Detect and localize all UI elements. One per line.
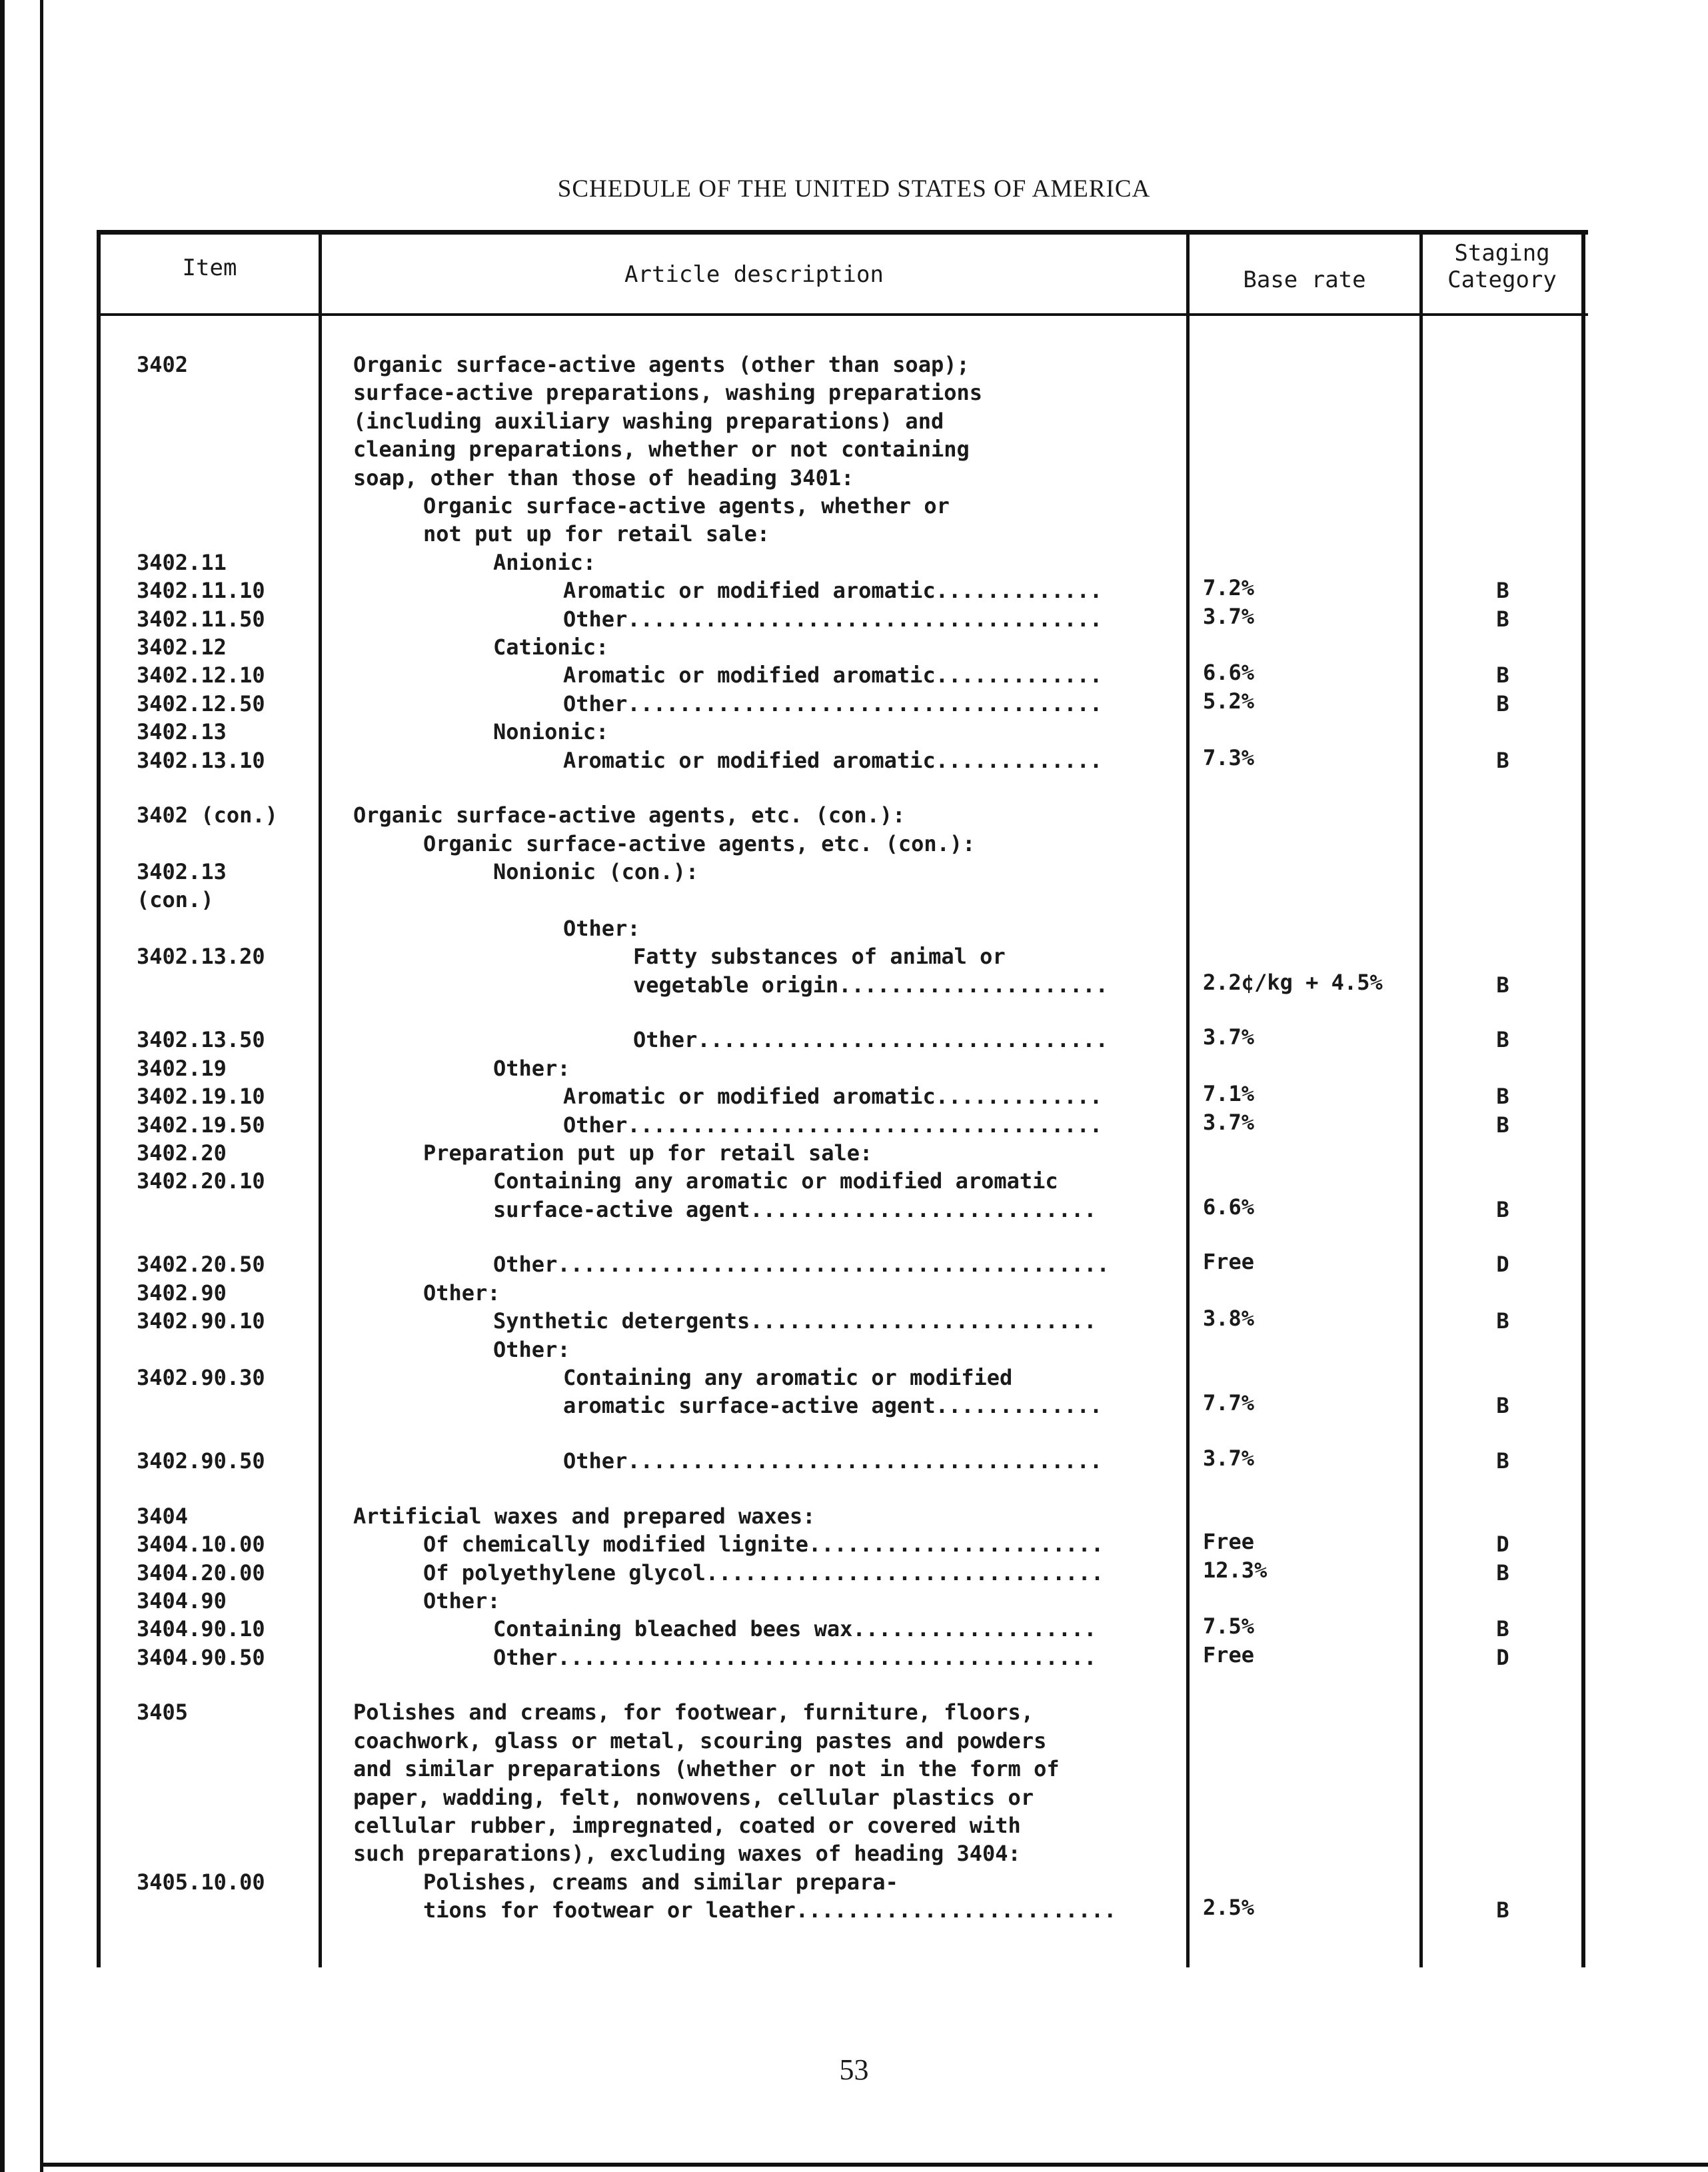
item-code: 3404.90.50 (137, 1644, 265, 1670)
article-description: Other..................................... (563, 1448, 1103, 1474)
item-code: 3404.90 (137, 1588, 227, 1614)
staging-category: B (1496, 972, 1509, 998)
article-description: (including auxiliary washing preparations) and (353, 408, 944, 434)
column-header-item: Item (182, 255, 237, 281)
article-description: Aromatic or modified aromatic............. (563, 1084, 1103, 1110)
article-description: Nonionic (con.): (493, 859, 699, 885)
staging-category: B (1496, 1308, 1509, 1334)
item-code: 3402.90 (137, 1280, 227, 1306)
binding-line-left (0, 0, 5, 2172)
base-rate: 3.7% (1203, 1446, 1255, 1472)
base-rate: 3.7% (1203, 1024, 1255, 1050)
article-description: cellular rubber, impregnated, coated or covered with (353, 1813, 1021, 1839)
item-code: 3402.11 (137, 549, 227, 575)
base-rate: 7.2% (1203, 575, 1255, 601)
article-description: Other: (423, 1280, 500, 1306)
column-divider-rate (1419, 235, 1423, 1967)
article-description: Other.......................................... (493, 1644, 1097, 1670)
article-description: Nonionic: (493, 719, 609, 745)
item-code: 3402.20.10 (137, 1168, 265, 1194)
column-header-description: Article description (624, 261, 884, 288)
article-description: Polishes, creams and similar prepara- (423, 1869, 898, 1895)
article-description: soap, other than those of heading 3401: (353, 465, 854, 491)
item-code: 3402.90.50 (137, 1448, 265, 1474)
staging-category: B (1496, 1027, 1509, 1053)
table-border-left (97, 235, 101, 1967)
article-description: coachwork, glass or metal, scouring pastes and powders (353, 1727, 1047, 1753)
item-code: 3402.20 (137, 1140, 227, 1166)
item-code: 3402.19.50 (137, 1112, 265, 1138)
item-code: 3404.20.00 (137, 1560, 265, 1586)
header-rule (97, 313, 1588, 316)
article-description: Organic surface-active agents, etc. (con.): (353, 802, 906, 828)
article-description: aromatic surface-active agent............. (563, 1393, 1103, 1419)
staging-category: B (1496, 606, 1509, 632)
item-code: 3404.10.00 (137, 1532, 265, 1558)
article-description: Other..................................... (563, 690, 1103, 716)
article-description: Aromatic or modified aromatic............. (563, 662, 1103, 688)
item-code: (con.) (137, 887, 214, 913)
staging-category: B (1496, 1616, 1509, 1642)
base-rate: 3.7% (1203, 603, 1255, 629)
staging-header-line1: Staging (1454, 240, 1550, 267)
item-code: 3402 (con.) (137, 802, 278, 828)
staging-category: B (1496, 1196, 1509, 1222)
item-code: 3402.12 (137, 634, 227, 660)
article-description: Other: (493, 1336, 570, 1362)
staging-category: B (1496, 1112, 1509, 1138)
base-rate: 6.6% (1203, 660, 1255, 686)
article-description: vegetable origin..................... (633, 972, 1108, 998)
article-description: not put up for retail sale: (423, 521, 770, 547)
item-code: 3402.11.10 (137, 578, 265, 604)
article-description: Other: (563, 915, 640, 941)
base-rate: 7.5% (1203, 1614, 1255, 1639)
article-description: Other: (423, 1588, 500, 1614)
staging-category: B (1496, 1560, 1509, 1586)
article-description: Cationic: (493, 634, 609, 660)
article-description: Aromatic or modified aromatic............. (563, 578, 1103, 604)
staging-category: D (1496, 1644, 1509, 1670)
article-description: such preparations), excluding waxes of heading 3404: (353, 1841, 1021, 1867)
article-description: Of polyethylene glycol............................... (423, 1560, 1104, 1586)
article-description: Anionic: (493, 549, 596, 575)
article-description: Polishes and creams, for footwear, furniture, floors, (353, 1699, 1034, 1725)
article-description: Other........................................... (493, 1252, 1110, 1278)
base-rate: 3.8% (1203, 1306, 1255, 1332)
article-description: Fatty substances of animal or (633, 944, 1006, 970)
staging-category: B (1496, 690, 1509, 716)
item-code: 3404 (137, 1503, 189, 1529)
base-rate: Free (1203, 1641, 1255, 1667)
base-rate: Free (1203, 1249, 1255, 1275)
item-code: 3402.90.30 (137, 1365, 265, 1391)
staging-category: D (1496, 1532, 1509, 1558)
base-rate: 3.7% (1203, 1109, 1255, 1135)
article-description: Other: (493, 1055, 570, 1081)
article-description: Preparation put up for retail sale: (423, 1140, 873, 1166)
item-code: 3402.13 (137, 859, 227, 885)
item-code: 3402.13 (137, 719, 227, 745)
page-title: SCHEDULE OF THE UNITED STATES OF AMERICA (557, 175, 1151, 203)
base-rate: 12.3% (1203, 1557, 1268, 1583)
staging-header-line2: Category (1447, 267, 1557, 293)
staging-category: D (1496, 1252, 1509, 1278)
article-description: Other..................................... (563, 606, 1103, 632)
item-code: 3402.20.50 (137, 1252, 265, 1278)
item-code: 3402.13.50 (137, 1027, 265, 1053)
staging-category: B (1496, 1448, 1509, 1474)
page-number: 53 (839, 2053, 869, 2086)
base-rate: 2.5% (1203, 1895, 1255, 1921)
article-description: Other..................................... (563, 1112, 1103, 1138)
base-rate: 5.2% (1203, 688, 1255, 714)
item-code: 3404.90.10 (137, 1616, 265, 1642)
item-code: 3402.12.10 (137, 662, 265, 688)
item-code: 3402.12.50 (137, 690, 265, 716)
item-code: 3402.90.10 (137, 1308, 265, 1334)
page-bottom-rule (40, 2163, 1708, 2167)
article-description: surface-active preparations, washing preparations (353, 380, 983, 406)
article-description: tions for footwear or leather......................... (423, 1897, 1117, 1923)
article-description: paper, wadding, felt, nonwovens, cellular plastics or (353, 1784, 1034, 1810)
article-description: Synthetic detergents........................... (493, 1308, 1097, 1334)
article-description: Containing bleached bees wax................... (493, 1616, 1097, 1642)
article-description: Aromatic or modified aromatic............. (563, 747, 1103, 773)
article-description: and similar preparations (whether or not in the form of (353, 1756, 1060, 1782)
base-rate: 7.7% (1203, 1390, 1255, 1416)
article-description: Organic surface-active agents, etc. (con.): (423, 830, 976, 856)
column-divider-description (1186, 235, 1190, 1967)
base-rate: 2.2¢/kg + 4.5% (1203, 969, 1383, 995)
base-rate: 7.1% (1203, 1081, 1255, 1107)
column-header-staging-category (1423, 240, 1581, 293)
article-description: Of chemically modified lignite....................... (423, 1532, 1104, 1558)
column-divider-item (319, 235, 322, 1967)
item-code: 3402.19 (137, 1055, 227, 1081)
article-description: Containing any aromatic or modified (563, 1365, 1013, 1391)
article-description: Organic surface-active agents, whether or (423, 493, 950, 519)
item-code: 3402.13.20 (137, 944, 265, 970)
item-code: 3402 (137, 352, 189, 377)
article-description: Containing any aromatic or modified aromatic (493, 1168, 1058, 1194)
column-header-base-rate: Base rate (1243, 267, 1366, 293)
table-border-right (1581, 235, 1585, 1967)
article-description: Organic surface-active agents (other than soap); (353, 352, 970, 377)
base-rate: 6.6% (1203, 1194, 1255, 1220)
article-description: surface-active agent........................... (493, 1196, 1097, 1222)
binding-line-inner (40, 0, 43, 2172)
item-code: 3405.10.00 (137, 1869, 265, 1895)
article-description: Artificial waxes and prepared waxes: (353, 1503, 816, 1529)
staging-category: B (1496, 578, 1509, 604)
base-rate: Free (1203, 1529, 1255, 1555)
tariff-schedule-table (97, 230, 1588, 1967)
item-code: 3402.19.10 (137, 1084, 265, 1110)
staging-category: B (1496, 1897, 1509, 1923)
item-code: 3402.13.10 (137, 747, 265, 773)
staging-category: B (1496, 662, 1509, 688)
staging-category: B (1496, 1084, 1509, 1110)
item-code: 3405 (137, 1699, 189, 1725)
base-rate: 7.3% (1203, 744, 1255, 770)
staging-category: B (1496, 1393, 1509, 1419)
article-description: cleaning preparations, whether or not containing (353, 437, 970, 463)
item-code: 3402.11.50 (137, 606, 265, 632)
staging-category: B (1496, 747, 1509, 773)
article-description: Other................................ (633, 1027, 1108, 1053)
